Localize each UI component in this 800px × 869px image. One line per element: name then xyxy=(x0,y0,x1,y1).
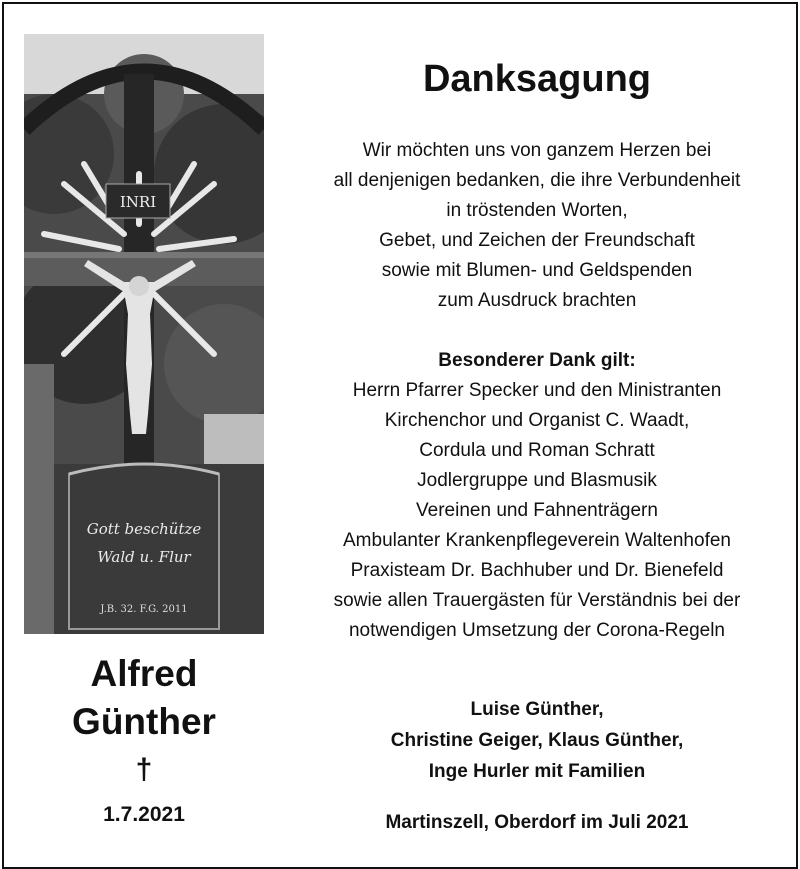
obituary-card xyxy=(2,2,798,869)
thanks-line: Jodlergruppe und Blasmusik xyxy=(417,470,657,491)
death-date: 1.7.2021 xyxy=(103,803,185,826)
cross-icon: † xyxy=(135,753,153,786)
thanks-line: notwendigen Umsetzung der Corona-Regeln xyxy=(348,620,725,641)
signer-line: Luise Günther, xyxy=(470,699,604,720)
signers xyxy=(282,694,792,787)
message-line: Gebet, und Zeichen der Freundschaft xyxy=(379,230,695,251)
special-thanks xyxy=(282,346,792,646)
page-title: Danksagung xyxy=(422,58,652,100)
deceased-last-name: Günther xyxy=(72,701,216,742)
signer-line: Christine Geiger, Klaus Günther, xyxy=(390,730,684,751)
thanks-line: Ambulanter Krankenpflegeverein Waltenhofen xyxy=(343,530,731,551)
special-thanks-title: Besonderer Dank gilt: xyxy=(438,350,636,371)
plaque-line-1: Gott beschütze xyxy=(86,520,202,538)
wayside-cross-photo xyxy=(24,34,264,634)
thanks-line: Cordula und Roman Schratt xyxy=(419,440,655,461)
thanks-text-column xyxy=(282,54,792,787)
deceased-info xyxy=(14,650,274,830)
message-paragraph xyxy=(282,136,792,316)
message-line: all denjenigen bedanken, die ihre Verbundenheit xyxy=(333,170,741,191)
thanks-line: sowie allen Trauergästen für Verständnis bei der xyxy=(333,590,741,611)
plaque-line-2: Wald u. Flur xyxy=(97,548,191,566)
plaque-line-3: J.B. 32. F.G. 2011 xyxy=(100,604,188,615)
thanks-line: Kirchenchor und Organist C. Waadt, xyxy=(384,410,690,431)
message-line: Wir möchten uns von ganzem Herzen bei xyxy=(362,140,712,161)
crucifix-image xyxy=(24,34,264,634)
place-and-date: Martinszell, Oberdorf im Juli 2021 xyxy=(385,812,689,833)
signer-line: Inge Hurler mit Familien xyxy=(428,761,646,782)
inri-sign-text: INRI xyxy=(119,193,157,211)
thanks-line: Vereinen und Fahnenträgern xyxy=(416,500,658,521)
message-line: in tröstenden Worten, xyxy=(446,200,628,221)
message-line: sowie mit Blumen- und Geldspenden xyxy=(381,260,693,281)
deceased-first-name: Alfred xyxy=(90,653,198,694)
thanks-line: Herrn Pfarrer Specker und den Ministranten xyxy=(352,380,722,401)
message-line: zum Ausdruck brachten xyxy=(437,290,637,311)
thanks-line: Praxisteam Dr. Bachhuber und Dr. Bienefeld xyxy=(350,560,724,581)
